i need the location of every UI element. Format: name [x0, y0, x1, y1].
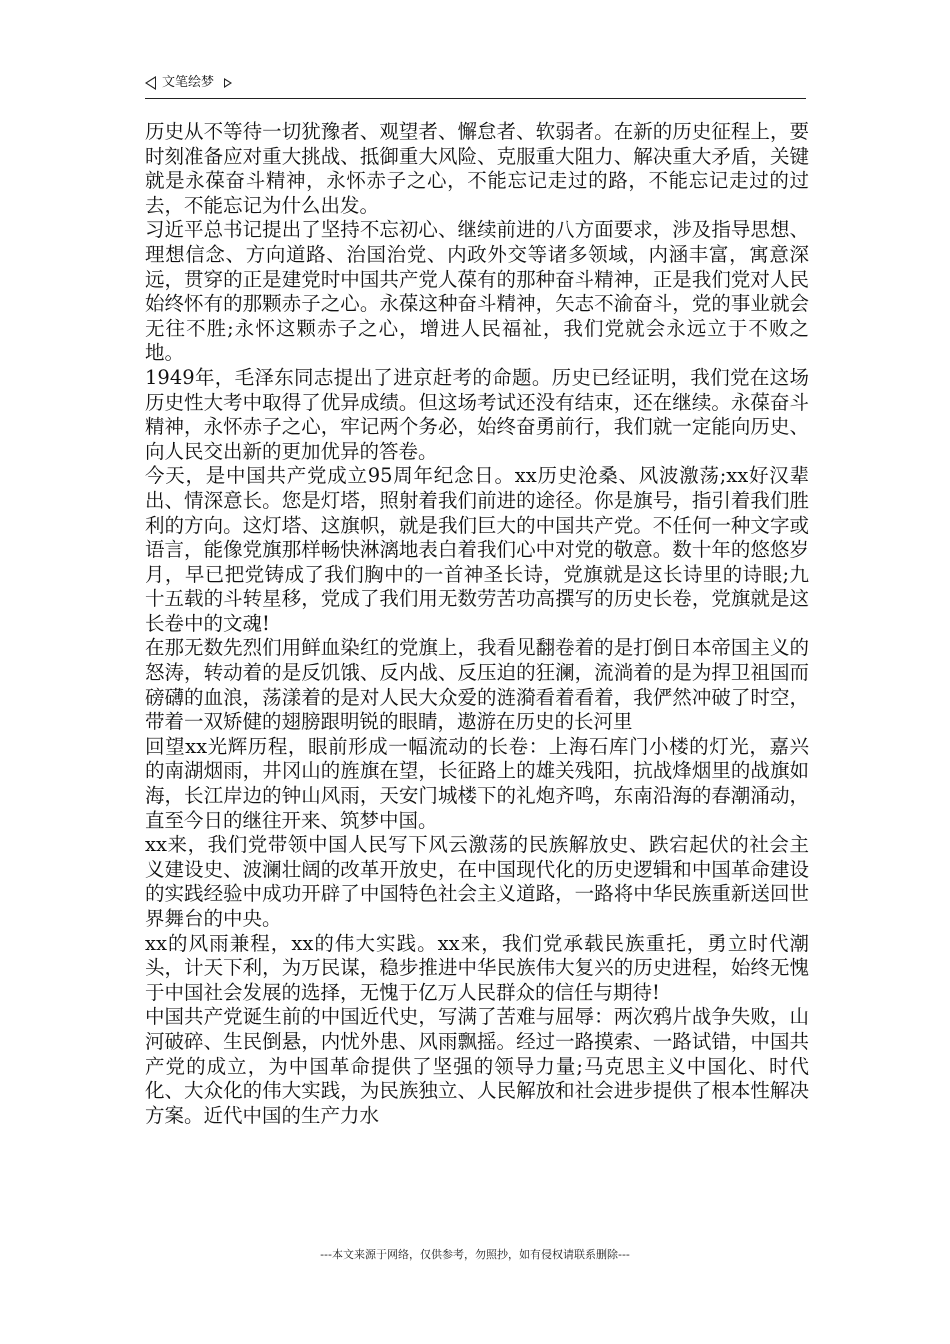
paragraph: xx来，我们党带领中国人民写下风云激荡的民族解放史、跌宕起伏的社会主义建设史、波澜壮阔的改革开放史，在中国现代化的历史逻辑和中国革命建设的实践经验中成功开辟了中国特色社会主义道路，一路将中华民族重新送回世界舞台的中央。 [145, 833, 809, 930]
document-body [145, 120, 809, 1216]
paragraph: 在那无数先烈们用鲜血染红的党旗上，我看见翻卷着的是打倒日本帝国主义的怒涛，转动着的是反饥饿、反内战、反压迫的狂澜，流淌着的是为捍卫祖国而磅礴的血浪，荡漾着的是对人民大众爱的涟漪看着看着，我俨然冲破了时空，带着一双矫健的翅膀跟明锐的眼睛，遨游在历史的长河里 [145, 636, 809, 734]
footer-notice: ---本文来源于网络，仅供参考，勿照抄，如有侵权请联系删除--- [320, 1248, 630, 1261]
triangle-right-icon [224, 78, 232, 88]
header-title: 文笔绘梦 [162, 75, 215, 90]
paragraph: 历史从不等待一切犹豫者、观望者、懈怠者、软弱者。在新的历史征程上，要时刻准备应对重大挑战、抵御重大风险、克服重大阻力、解决重大矛盾，关键就是永葆奋斗精神，永怀赤子之心，不能忘记走过的路，不能忘记走过的过去，不能忘记为什么出发。 [145, 120, 809, 217]
paragraph: 1949年，毛泽东同志提出了进京赶考的命题。历史已经证明，我们党在这场历史性大考中取得了优异成绩。但这场考试还没有结束，还在继续。永葆奋斗精神，永怀赤子之心，牢记两个务必，始终奋勇前行，我们就一定能向历史、向人民交出新的更加优异的答卷。 [145, 365, 809, 463]
paragraph: 习近平总书记提出了坚持不忘初心、继续前进的八方面要求，涉及指导思想、理想信念、方向道路、治国治党、内政外交等诸多领域，内涵丰富，寓意深远，贯穿的正是建党时中国共产党人葆有的那种奋斗精神，正是我们党对人民始终怀有的那颗赤子之心。永葆这种奋斗精神，矢志不渝奋斗，党的事业就会无往不胜;永怀这颗赤子之心，增进人民福祉，我们党就会永远立于不败之地。 [145, 218, 809, 365]
triangle-left-icon [145, 76, 156, 90]
paragraph: xx的风雨兼程，xx的伟大实践。xx来，我们党承载民族重托，勇立时代潮头，计天下利，为万民谋，稳步推进中华民族伟大复兴的历史进程，始终无愧于中国社会发展的选择，无愧于亿万人民群众的信任与期待! [145, 931, 809, 1004]
paragraph: 回望xx光辉历程，眼前形成一幅流动的长卷：上海石库门小楼的灯光，嘉兴的南湖烟雨，井冈山的旌旗在望，长征路上的雄关残阳，抗战烽烟里的战旗如海，长江岸边的钟山风雨，天安门城楼下的礼炮齐鸣，东南沿海的春潮涌动，直至今日的继往开来、筑梦中国。 [145, 734, 809, 832]
header-bar [145, 74, 806, 92]
paragraph: 中国共产党诞生前的中国近代史，写满了苦难与屈辱：两次鸦片战争失败，山河破碎、生民倒悬，内忧外患、风雨飘摇。经过一路摸索、一路试错，中国共产党的成立，为中国革命提供了坚强的领导力量;马克思主义中国化、时代化、大众化的伟大实践，为民族独立、人民解放和社会进步提供了根本性解决方案。近代中国的生产力水 [145, 1005, 809, 1127]
paragraph: 今天，是中国共产党成立95周年纪念日。xx历史沧桑、风波激荡;xx好汉辈出、情深意长。您是灯塔，照射着我们前进的途径。你是旗号，指引着我们胜利的方向。这灯塔、这旗帜，就是我们巨大的中国共产党。不任何一种文字或语言，能像党旗那样畅快淋漓地表白着我们心中对党的敬意。数十年的悠悠岁月，早已把党铸成了我们胸中的一首神圣长诗，党旗就是这长诗里的诗眼;九十五载的斗转星移，党成了我们用无数劳苦功高撰写的历史长卷，党旗就是这长卷中的文魂! [145, 464, 809, 635]
page-header [145, 74, 806, 99]
